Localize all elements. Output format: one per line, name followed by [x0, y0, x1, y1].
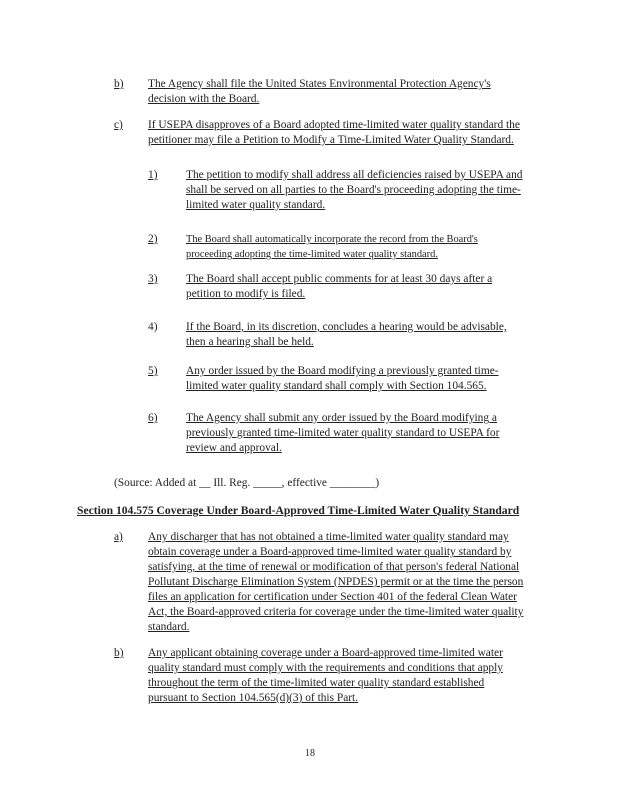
- text-line: standard.: [148, 621, 190, 633]
- text-line: petition to modify is filed.: [186, 288, 306, 300]
- subitem-label: 6): [148, 412, 158, 424]
- text-line: decision with the Board.: [148, 93, 260, 105]
- subitem-label: 1): [148, 169, 158, 181]
- text-line: Act, the Board-approved criteria for coverage under the time-limited water quality: [148, 606, 524, 618]
- page-number: 18: [305, 748, 315, 759]
- source-note: (Source: Added at __ Ill. Reg. _____, effective ________): [114, 477, 380, 489]
- text-line: Pollutant Discharge Elimination System (NPDES) permit or at the time the person: [148, 576, 524, 588]
- text-line: shall be served on all parties to the Board's proceeding adopting the time-: [186, 184, 521, 196]
- text-line: obtain coverage under a Board-approved time-limited water quality standard by: [148, 546, 512, 558]
- text-line: Any order issued by the Board modifying a previously granted time-: [186, 365, 499, 377]
- text-line: If USEPA disapproves of a Board adopted time-limited water quality standard the: [148, 119, 520, 131]
- item-label: b): [114, 647, 124, 659]
- item-label: b): [114, 78, 124, 90]
- subitem-label: 4): [148, 321, 158, 333]
- text-line: If the Board, in its discretion, concludes a hearing would be advisable,: [186, 321, 507, 333]
- item-label: a): [114, 531, 123, 543]
- subitem-label: 3): [148, 273, 158, 285]
- text-line: The Agency shall file the United States Environmental Protection Agency's: [148, 78, 491, 90]
- item-label: c): [114, 119, 123, 131]
- text-line: petitioner may file a Petition to Modify a Time-Limited Water Quality Standard.: [148, 134, 514, 146]
- text-line: Any discharger that has not obtained a time-limited water quality standard may: [148, 531, 509, 543]
- text-line: quality standard must comply with the requirements and conditions that apply: [148, 662, 503, 674]
- text-line: then a hearing shall be held.: [186, 336, 314, 348]
- text-line: review and approval.: [186, 442, 282, 454]
- text-line: proceeding adopting the time-limited water quality standard.: [186, 249, 438, 260]
- text-line: limited water quality standard shall comply with Section 104.565.: [186, 380, 487, 392]
- text-line: The Agency shall submit any order issued by the Board modifying a: [186, 412, 497, 424]
- subitem-label: 2): [148, 233, 158, 245]
- text-line: The Board shall accept public comments for at least 30 days after a: [186, 273, 493, 285]
- text-line: The Board shall automatically incorporate the record from the Board's: [186, 234, 478, 245]
- text-line: files an application for certification under Section 401 of the federal Clean Water: [148, 591, 517, 603]
- text-line: pursuant to Section 104.565(d)(3) of this Part.: [148, 692, 359, 704]
- text-line: The petition to modify shall address all deficiencies raised by USEPA and: [186, 169, 523, 181]
- section-heading: Section 104.575 Coverage Under Board-Approved Time-Limited Water Quality Standard: [77, 504, 520, 517]
- text-line: limited water quality standard.: [186, 199, 326, 211]
- text-line: satisfying, at the time of renewal or modification of that person's federal National: [148, 561, 520, 573]
- text-line: throughout the term of the time-limited water quality standard established: [148, 677, 485, 689]
- text-line: Any applicant obtaining coverage under a Board-approved time-limited water: [148, 647, 503, 659]
- text-line: previously granted time-limited water quality standard to USEPA for: [186, 427, 500, 439]
- subitem-label: 5): [148, 365, 158, 377]
